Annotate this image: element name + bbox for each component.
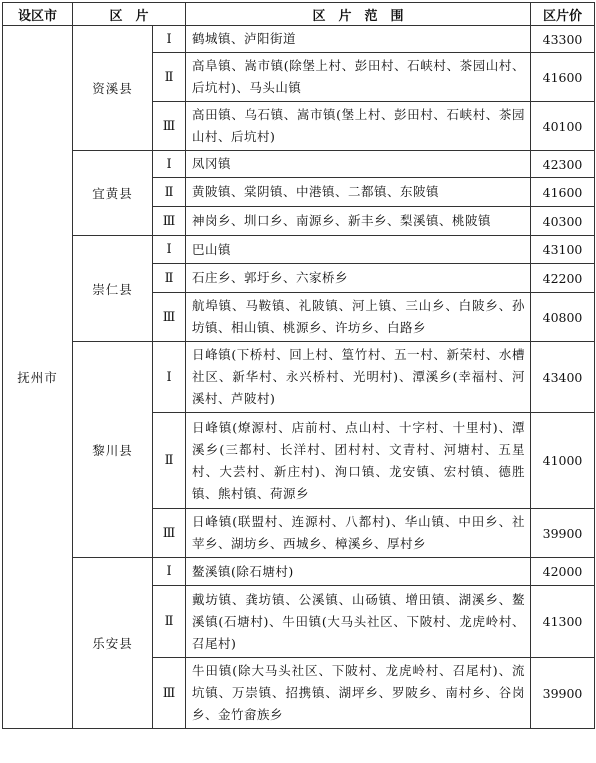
scope-cell: 神岗乡、圳口乡、南源乡、新丰乡、梨溪镇、桃陂镇 <box>186 207 531 236</box>
scope-cell: 高田镇、乌石镇、嵩市镇(堡上村、彭田村、石峡村、茶园山村、后坑村) <box>186 102 531 151</box>
scope-cell: 航埠镇、马鞍镇、礼陂镇、河上镇、三山乡、白陂乡、孙坊镇、相山镇、桃源乡、许坊乡、白路乡 <box>186 293 531 342</box>
county-cell: 资溪县 <box>73 26 153 151</box>
scope-cell: 戴坊镇、龚坊镇、公溪镇、山砀镇、增田镇、湖溪乡、鳌溪镇(石塘村)、牛田镇(大马头社区、下陂村、龙虎岭村、召尾村) <box>186 586 531 658</box>
price-cell: 40100 <box>531 102 595 151</box>
scope-cell: 黄陂镇、棠阴镇、中港镇、二都镇、东陂镇 <box>186 178 531 207</box>
header-price: 区片价 <box>531 3 595 26</box>
scope-cell: 牛田镇(除大马头社区、下陂村、龙虎岭村、召尾村)、流坑镇、万崇镇、招携镇、湖坪乡、罗陂乡、南村乡、谷岗乡、金竹畲族乡 <box>186 658 531 729</box>
header-district: 区 片 <box>73 3 186 26</box>
table-row <box>3 26 595 53</box>
price-cell: 39900 <box>531 509 595 558</box>
price-cell: 42000 <box>531 558 595 586</box>
level-cell: Ⅰ <box>153 236 186 264</box>
scope-cell: 巴山镇 <box>186 236 531 264</box>
level-cell: Ⅲ <box>153 293 186 342</box>
price-cell: 43400 <box>531 342 595 413</box>
level-cell: Ⅱ <box>153 178 186 207</box>
scope-cell: 凤冈镇 <box>186 151 531 178</box>
county-cell: 黎川县 <box>73 342 153 558</box>
level-cell: Ⅲ <box>153 207 186 236</box>
level-cell: Ⅰ <box>153 26 186 53</box>
table-row <box>3 236 595 264</box>
level-cell: Ⅲ <box>153 509 186 558</box>
header-scope: 区 片 范 围 <box>186 3 531 26</box>
price-cell: 40300 <box>531 207 595 236</box>
price-cell: 42300 <box>531 151 595 178</box>
scope-cell: 石庄乡、郭圩乡、六家桥乡 <box>186 264 531 293</box>
scope-cell: 鳌溪镇(除石塘村) <box>186 558 531 586</box>
header-city: 设区市 <box>3 3 73 26</box>
scope-cell: 日峰镇(燎源村、店前村、点山村、十字村、十里村)、潭溪乡(三都村、长洋村、团村村、文青村、河塘村、五星村、大芸村、新庄村)、洵口镇、龙安镇、宏村镇、德胜镇、熊村镇、荷源乡 <box>186 413 531 509</box>
scope-cell: 日峰镇(联盟村、连源村、八都村)、华山镇、中田乡、社苹乡、湖坊乡、西城乡、樟溪乡、厚村乡 <box>186 509 531 558</box>
table-row <box>3 342 595 413</box>
price-cell: 40800 <box>531 293 595 342</box>
level-cell: Ⅰ <box>153 342 186 413</box>
scope-cell: 日峰镇(下桥村、回上村、篁竹村、五一村、新荣村、水槽社区、新华村、永兴桥村、光明村)、潭溪乡(幸福村、河溪村、芦陂村) <box>186 342 531 413</box>
table-row <box>3 151 595 178</box>
level-cell: Ⅲ <box>153 102 186 151</box>
county-cell: 崇仁县 <box>73 236 153 342</box>
header-row <box>3 3 595 26</box>
level-cell: Ⅱ <box>153 413 186 509</box>
price-cell: 41600 <box>531 53 595 102</box>
county-cell: 宜黄县 <box>73 151 153 236</box>
county-cell: 乐安县 <box>73 558 153 729</box>
level-cell: Ⅰ <box>153 151 186 178</box>
level-cell: Ⅲ <box>153 658 186 729</box>
scope-cell: 鹤城镇、泸阳街道 <box>186 26 531 53</box>
price-cell: 41300 <box>531 586 595 658</box>
price-cell: 43300 <box>531 26 595 53</box>
price-cell: 39900 <box>531 658 595 729</box>
scope-cell: 高阜镇、嵩市镇(除堡上村、彭田村、石峡村、茶园山村、后坑村)、马头山镇 <box>186 53 531 102</box>
price-cell: 41600 <box>531 178 595 207</box>
level-cell: Ⅰ <box>153 558 186 586</box>
table-row <box>3 558 595 586</box>
level-cell: Ⅱ <box>153 53 186 102</box>
city-cell: 抚州市 <box>3 26 73 729</box>
land-price-table <box>2 2 595 729</box>
price-cell: 43100 <box>531 236 595 264</box>
level-cell: Ⅱ <box>153 264 186 293</box>
price-cell: 41000 <box>531 413 595 509</box>
price-cell: 42200 <box>531 264 595 293</box>
level-cell: Ⅱ <box>153 586 186 658</box>
